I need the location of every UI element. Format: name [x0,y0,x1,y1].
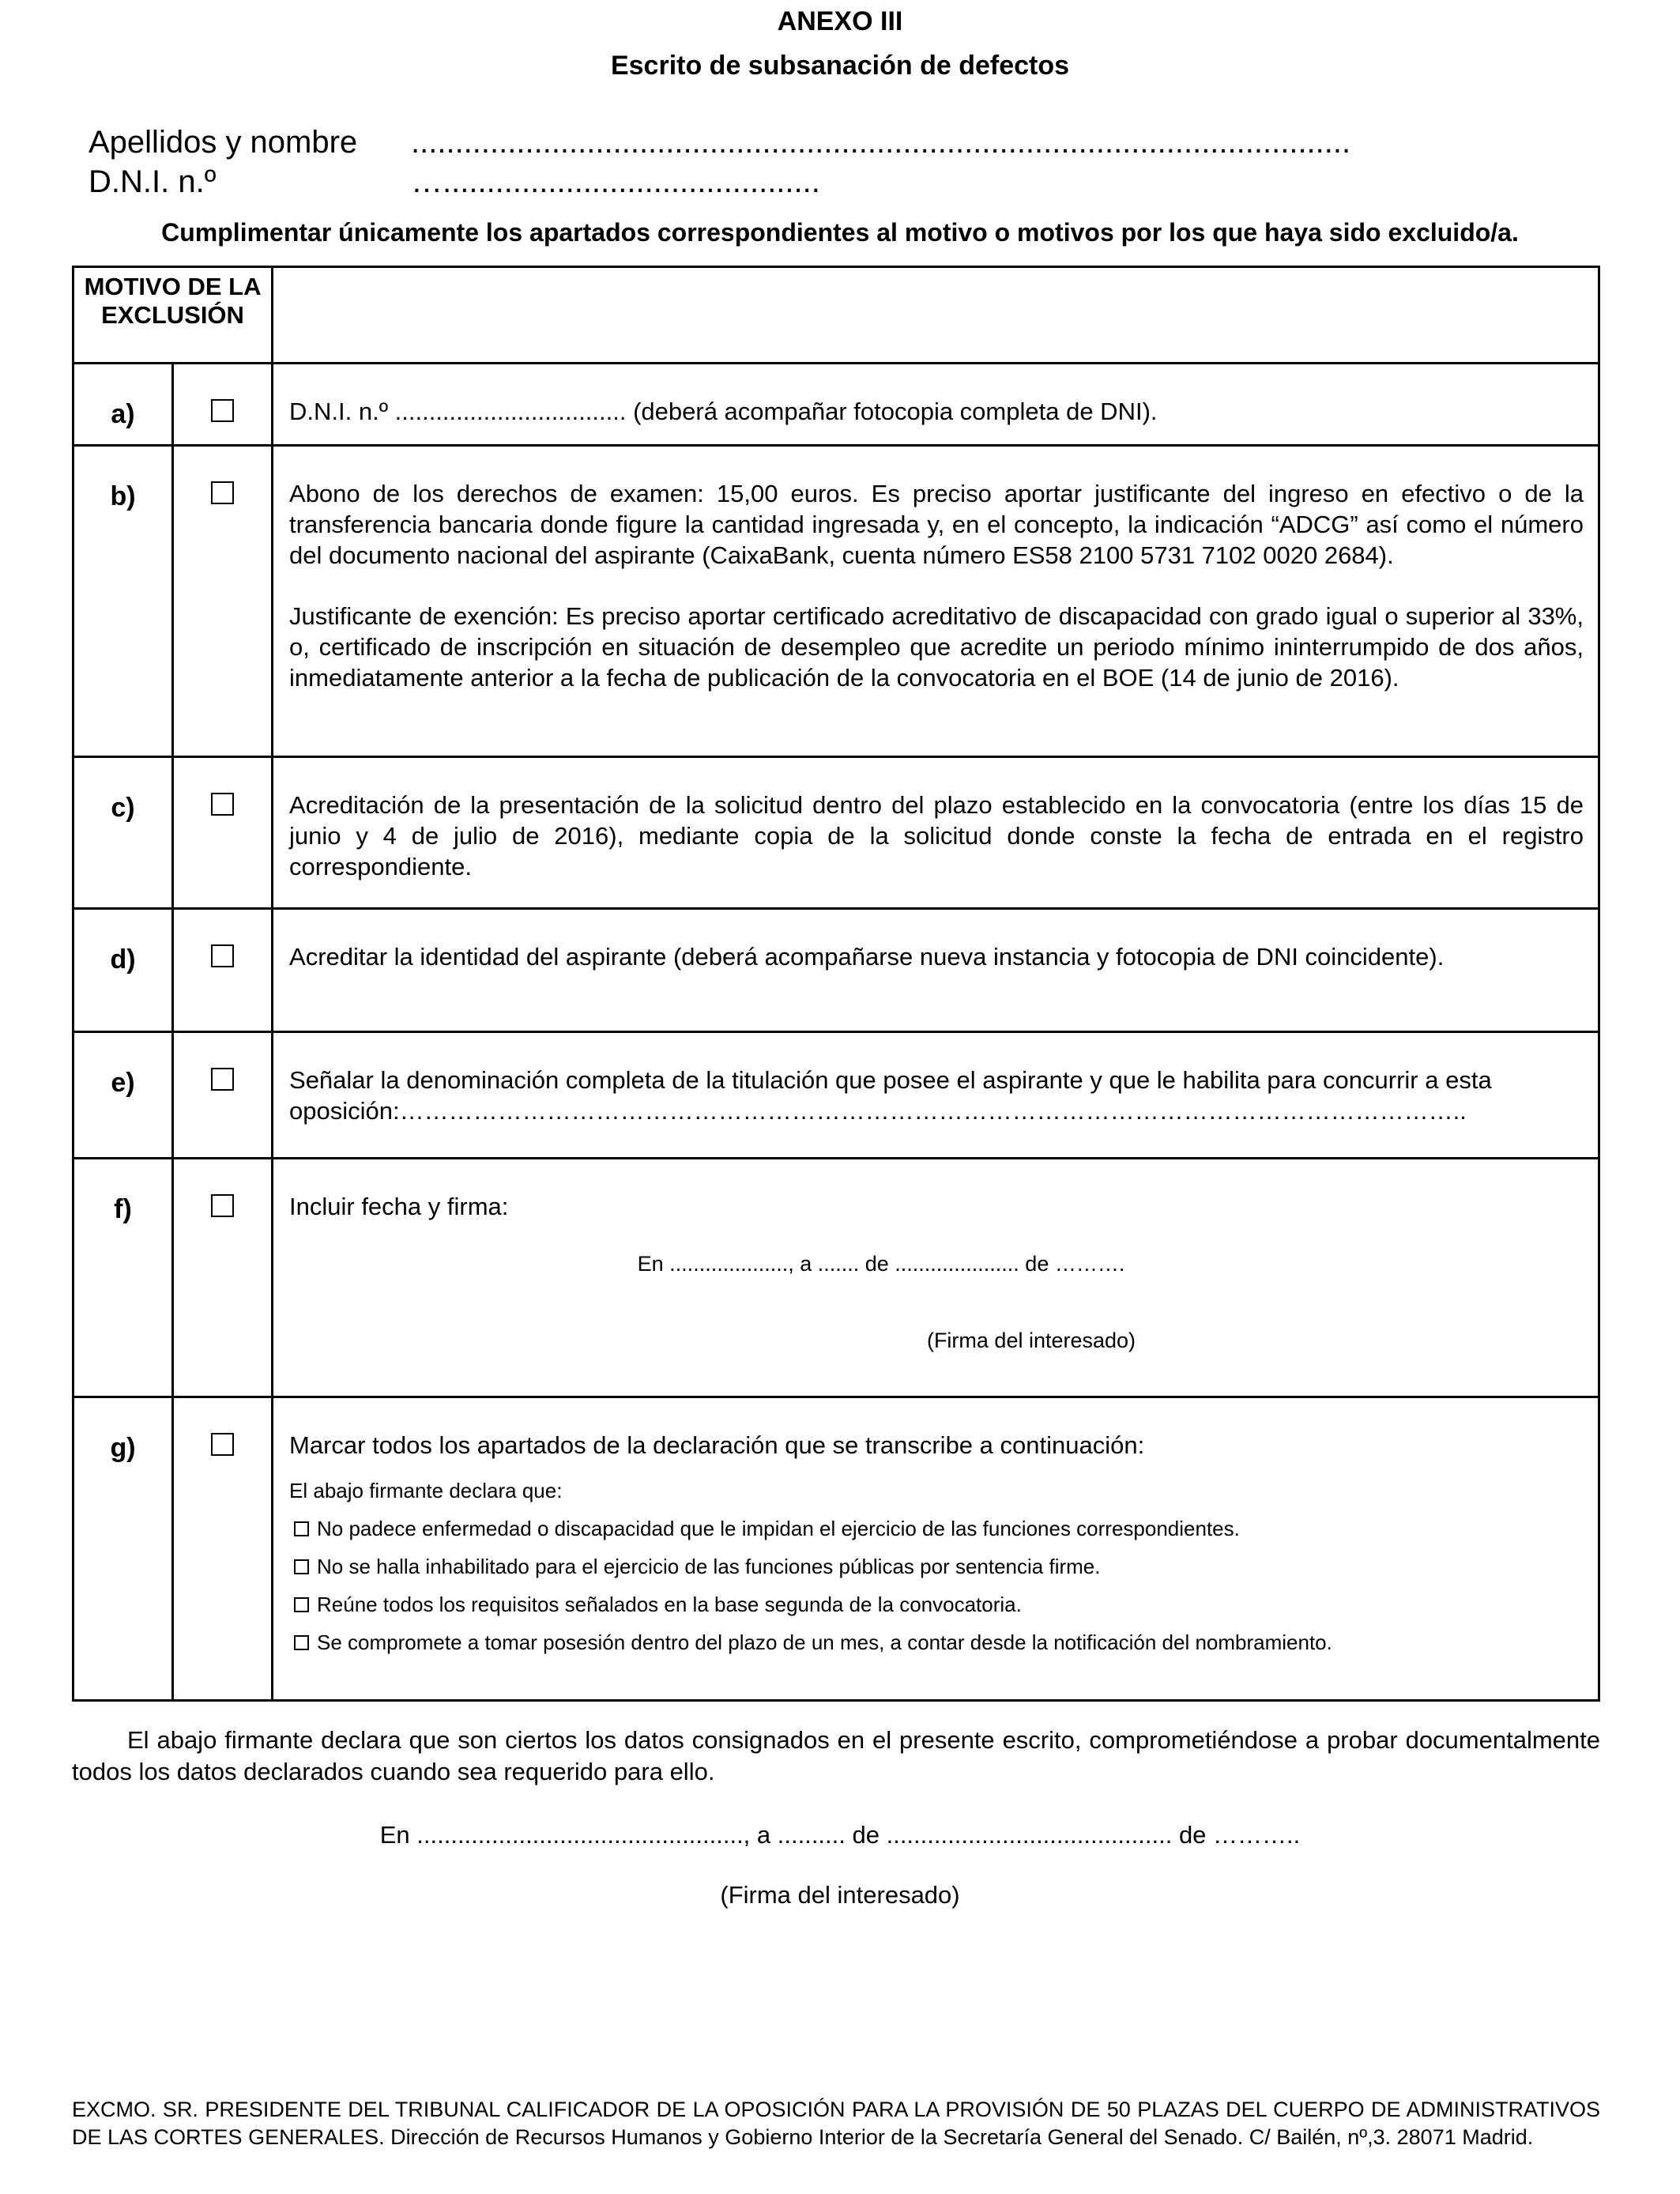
table-row [73,757,1599,909]
checkbox[interactable] [294,1635,309,1650]
document-subtitle: Escrito de subsanación de defectos [610,51,1070,81]
declaration-intro: El abajo firmante declara que: [289,1479,563,1502]
list-item: Se compromete a tomar posesión dentro del plazo de un mes, a contar desde la notificación del nombramiento. [289,1623,1584,1661]
row-text: Señalar la denominación completa de la titulación que posee el aspirante y que le habilita para concurrir a esta [289,1066,1492,1094]
name-field[interactable]: ........................................................................................................... [411,125,1351,160]
row-letter: b) [73,446,173,757]
row-text: Abono de los derechos de examen: 15,00 euros. Es preciso aportar justificante del ingreso en efectivo o de la transferencia bancaria donde figure la cantidad ingresada y, en el concepto, la indicación “ADCG” así como el número del documento nacional del aspirante (CaixaBank, cuenta número ES58 2100 5731 7102 0020 2684). [289,480,1584,569]
exclusion-table [72,266,1600,1702]
dni-label: D.N.I. n.º [89,164,217,199]
row-letter: e) [73,1032,173,1159]
addressee-footer: EXCMO. SR. PRESIDENTE DEL TRIBUNAL CALIFICADOR DE LA OPOSICIÓN PARA LA PROVISIÓN DE 50 PLAZAS DEL CUERPO DE ADMINISTRATIVOS DE LAS CORTES GENERALES. Dirección de Recursos Humanos y Gobierno Interior de la Secretaría General del Senado. C/ Bailén, nº,3. 28071 Madrid. [72,2098,1600,2149]
signature-label: (Firma del interesado) [720,1881,960,1909]
degree-field[interactable]: oposición:………………………………………………………………………………………………………………….. [289,1097,1467,1125]
checkbox[interactable] [294,1521,309,1536]
row-letter: f) [73,1159,173,1397]
place-date-line[interactable]: En ................................................, a .......... de .......................................... de ……….. [379,1821,1301,1849]
name-row [89,125,1350,160]
checkbox[interactable] [211,1433,234,1456]
checkbox[interactable] [211,944,234,967]
checkbox[interactable] [211,481,234,504]
checkbox[interactable] [211,1068,234,1091]
checkbox[interactable] [294,1597,309,1612]
name-label: Apellidos y nombre [89,125,358,160]
date-place-line[interactable]: En ...................., a ....... de ..................... de ………. [637,1252,1125,1276]
table-row [73,909,1599,1032]
table-header-row [73,267,1599,364]
list-item: No padece enfermedad o discapacidad que le impidan el ejercicio de las funciones correspondientes. [289,1510,1584,1547]
final-declaration: El abajo firmante declara que son ciertos los datos consignados en el presente escrito, comprometiéndose a probar documentalmente todos los datos declarados cuando sea requerido para ello. [72,1726,1600,1785]
row-letter: g) [73,1397,173,1701]
checkbox[interactable] [294,1559,309,1574]
table-row [73,1032,1599,1159]
row-letter: c) [73,757,173,909]
row-text: Acreditación de la presentación de la solicitud dentro del plazo establecido en la convocatoria (entre los días 15 de junio y 4 de julio de 2016), mediante copia de la solicitud donde conste la fecha de entrada en el registro correspondiente. [289,791,1584,880]
row-text-exemption: Justificante de exención: Es preciso aportar certificado acreditativo de discapacidad con grado igual o superior al 33%, o, certificado de inscripción en situación de desempleo que acredite un periodo mínimo ininterrumpido de dos años, inmediatamente anterior a la fecha de publicación de la convocatoria en el BOE (14 de junio de 2016). [289,602,1584,692]
row-text: Incluir fecha y firma: [289,1193,509,1220]
checkbox[interactable] [211,793,234,816]
list-item: No se halla inhabilitado para el ejercicio de las funciones públicas por sentencia firme. [289,1547,1584,1585]
table-row [73,364,1599,446]
checkbox[interactable] [211,1194,234,1217]
row-letter: d) [73,909,173,1032]
row-text: D.N.I. n.º .................................. (deberá acompañar fotocopia completa de DNI). [289,398,1158,425]
dni-row [89,164,820,200]
list-item: Reúne todos los requisitos señalados en la base segunda de la convocatoria. [289,1585,1584,1623]
row-text: Acreditar la identidad del aspirante (deberá acompañarse nueva instancia y fotocopia de DNI coincidente). [289,943,1445,971]
table-header: MOTIVO DE LA EXCLUSIÓN [73,267,273,364]
row-text: Marcar todos los apartados de la declaración que se transcribe a continuación: [289,1431,1145,1459]
dni-field[interactable]: …........................................... [411,164,820,199]
instruction-text: Cumplimentar únicamente los apartados correspondientes al motivo o motivos por los que haya sido excluido/a. [161,218,1519,247]
table-row [73,446,1599,757]
table-row [73,1159,1599,1397]
signature-label: (Firma del interesado) [926,1329,1136,1352]
table-row [73,1397,1599,1701]
row-letter: a) [73,364,173,446]
annex-title: ANEXO III [777,6,903,36]
checkbox[interactable] [211,399,234,422]
